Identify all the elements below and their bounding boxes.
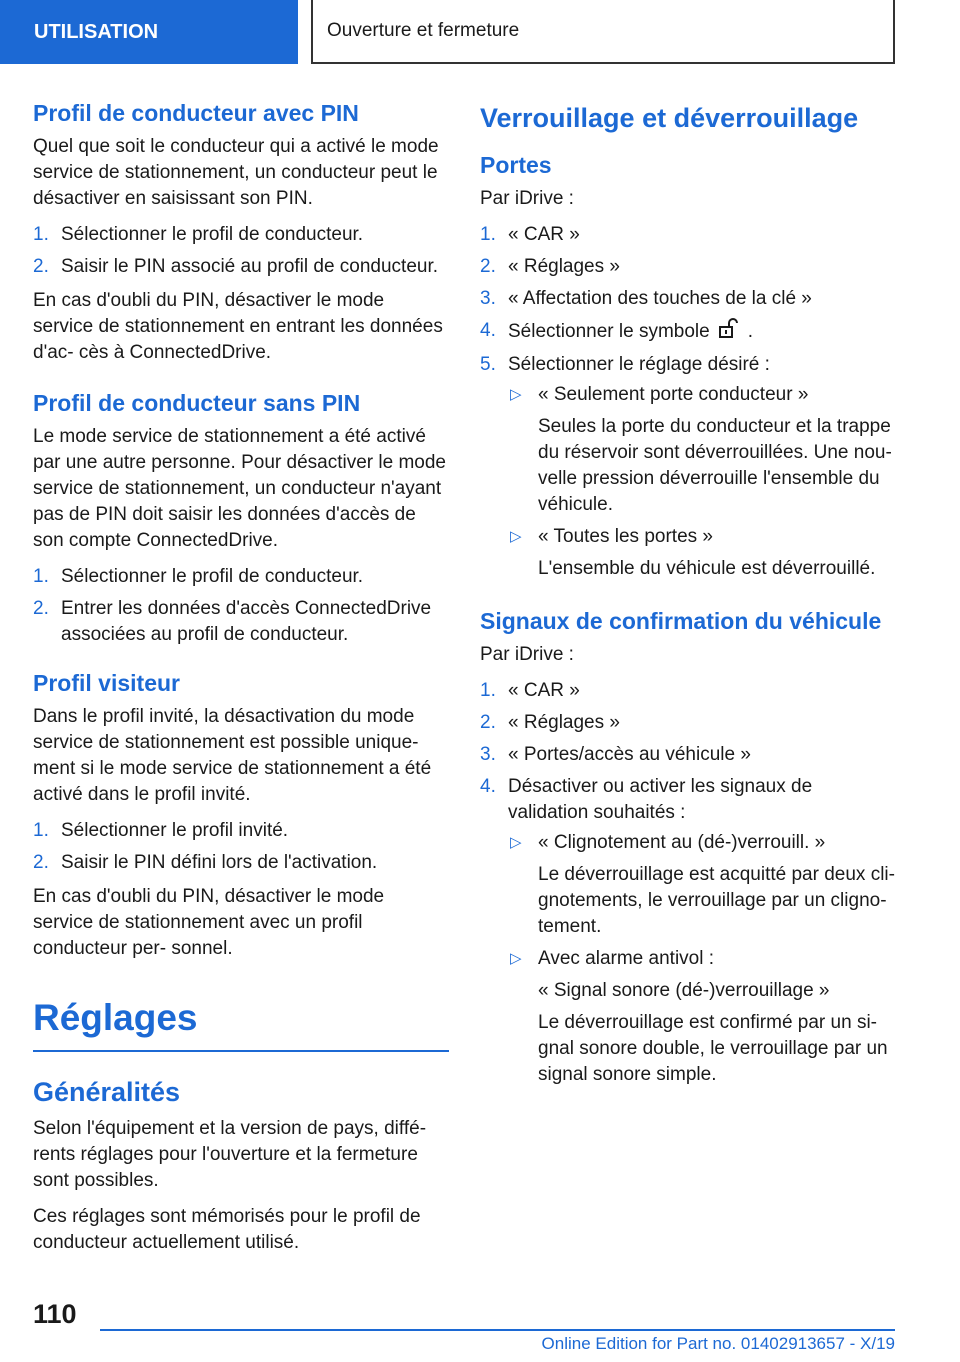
list-item: [480, 678, 896, 704]
list-item: [33, 564, 449, 590]
page-number: 110: [33, 1299, 77, 1329]
paragraph: En cas d'oubli du PIN, désactiver le mode service de stationnement avec un profil conducteur per- sonnel.: [33, 886, 385, 959]
option-item: [508, 524, 896, 582]
left-column: [33, 98, 449, 1266]
footer-edition: Online Edition for Part no. 01402913657 - X/19: [541, 1334, 895, 1353]
section-title: Profil de conducteur avec PIN: [33, 100, 359, 126]
list-item: [480, 710, 896, 736]
step-number: 2.: [480, 712, 496, 733]
step-text: Saisir le PIN défini lors de l'activation.: [61, 852, 378, 873]
list-item: [480, 318, 896, 346]
list-item: [480, 742, 896, 768]
list-item: [33, 222, 449, 248]
triangle-bullet-icon: ▷: [510, 834, 522, 851]
paragraph: Quel que soit le conducteur qui a activé le mode service de stationnement, un conducteur peut le désactiver en saisissant son PIN.: [33, 136, 439, 209]
list-item: [33, 850, 449, 876]
step-text: Sélectionner le réglage désiré :: [508, 354, 770, 375]
option-label: « Clignotement au (dé-)verrouill. »: [538, 832, 826, 853]
option-description: Seules la porte du conducteur et la trappe du réservoir sont déverrouillées. Une nou- velle pression déverrouille l'ensemble du véhicule.: [538, 416, 892, 515]
step-number: 2.: [480, 256, 496, 277]
steps-list: [33, 564, 449, 648]
paragraph: Ces réglages sont mémorisés pour le profil de conducteur actuellement utilisé.: [33, 1206, 421, 1253]
step-text: Sélectionner le profil invité.: [61, 820, 289, 841]
section-title: Profil visiteur: [33, 670, 180, 696]
step-number: 1.: [33, 820, 49, 841]
steps-list: [480, 222, 896, 582]
step-number: 1.: [33, 566, 49, 587]
step-text: Sélectionner le profil de conducteur.: [61, 566, 364, 587]
steps-list: [33, 222, 449, 280]
paragraph: Dans le profil invité, la désactivation du mode service de stationnement est possible unique- ment si le mode service de stationnement a été activé dans le profil invité.: [33, 706, 432, 805]
step-number: 2.: [33, 256, 49, 277]
chapter-heading: Réglages: [33, 994, 449, 1052]
step-number: 4.: [480, 776, 496, 797]
step-text: « CAR »: [508, 680, 580, 701]
triangle-bullet-icon: ▷: [510, 386, 522, 403]
step-text: « Affectation des touches de la clé »: [508, 288, 812, 309]
paragraph: Selon l'équipement et la version de pays, diffé- rents réglages pour l'ouverture et la fermeture sont possibles.: [33, 1118, 427, 1191]
step-text: Sélectionner le symbole: [508, 321, 710, 343]
step-text: Entrer les données d'accès ConnectedDrive associées au profil de conducteur.: [61, 598, 432, 645]
footer-divider: [100, 1329, 895, 1331]
subsection-title: Signaux de confirmation du véhicule: [480, 608, 882, 634]
steps-list: [33, 818, 449, 876]
list-item: [33, 596, 449, 648]
chapter-title: [311, 0, 895, 64]
list-item: [33, 818, 449, 844]
step-number: 2.: [33, 852, 49, 873]
section-heading: Verrouillage et déverrouillage: [480, 103, 859, 133]
option-item: [508, 946, 896, 1088]
option-label: « Toutes les portes »: [538, 526, 713, 547]
list-item: [480, 352, 896, 582]
step-text: « CAR »: [508, 224, 580, 245]
subsection-title: Portes: [480, 152, 552, 178]
chapter-label: Ouverture et fermeture: [327, 20, 520, 41]
step-suffix: .: [747, 321, 753, 343]
option-description: Le déverrouillage est acquitté par deux cli- gnotements, le verrouillage par un cligno- tement.: [538, 864, 895, 937]
list-item: [480, 222, 896, 248]
step-number: 3.: [480, 744, 496, 765]
step-number: 2.: [33, 598, 49, 619]
section-tab: UTILISATION: [0, 0, 298, 64]
paragraph: En cas d'oubli du PIN, désactiver le mode service de stationnement en entrant les données d'ac- cès à ConnectedDrive.: [33, 290, 443, 363]
list-item: [33, 254, 449, 280]
options-list: [508, 382, 896, 582]
steps-list: [480, 678, 896, 1088]
options-list: [508, 830, 896, 1088]
step-number: 1.: [33, 224, 49, 245]
option-label: Avec alarme antivol :: [538, 948, 715, 969]
option-description: Le déverrouillage est confirmé par un si- gnal sonore double, le verrouillage par un signal sonore simple.: [538, 1012, 888, 1085]
list-item: [480, 254, 896, 280]
step-text: « Portes/accès au véhicule »: [508, 744, 751, 765]
step-number: 1.: [480, 680, 496, 701]
step-text: « Réglages »: [508, 256, 620, 277]
unlocked-padlock-icon: [718, 318, 740, 346]
right-column: [480, 98, 896, 1096]
subsection-title: Généralités: [33, 1077, 181, 1107]
step-text: « Réglages »: [508, 712, 620, 733]
option-item: [508, 830, 896, 940]
step-number: 1.: [480, 224, 496, 245]
step-text: Sélectionner le profil de conducteur.: [61, 224, 364, 245]
option-description: « Signal sonore (dé-)verrouillage »: [538, 980, 830, 1001]
option-item: [508, 382, 896, 518]
list-item: [480, 286, 896, 312]
list-item: [480, 774, 896, 1088]
step-text: Désactiver ou activer les signaux de validation souhaités :: [508, 776, 813, 823]
paragraph: Par iDrive :: [480, 644, 574, 665]
paragraph: Par iDrive :: [480, 188, 574, 209]
option-description: L'ensemble du véhicule est déverrouillé.: [538, 558, 876, 579]
step-text: Saisir le PIN associé au profil de conducteur.: [61, 256, 439, 277]
option-label: « Seulement porte conducteur »: [538, 384, 809, 405]
triangle-bullet-icon: ▷: [510, 528, 522, 545]
paragraph: Le mode service de stationnement a été activé par une autre personne. Pour désactiver le mode service de stationnement, un conducteur n'ayant pas de PIN doit saisir les données d'accès de son compte ConnectedDrive.: [33, 426, 446, 551]
section-title: Profil de conducteur sans PIN: [33, 390, 361, 416]
step-number: 4.: [480, 320, 496, 341]
step-number: 3.: [480, 288, 496, 309]
triangle-bullet-icon: ▷: [510, 950, 522, 967]
step-number: 5.: [480, 354, 496, 375]
